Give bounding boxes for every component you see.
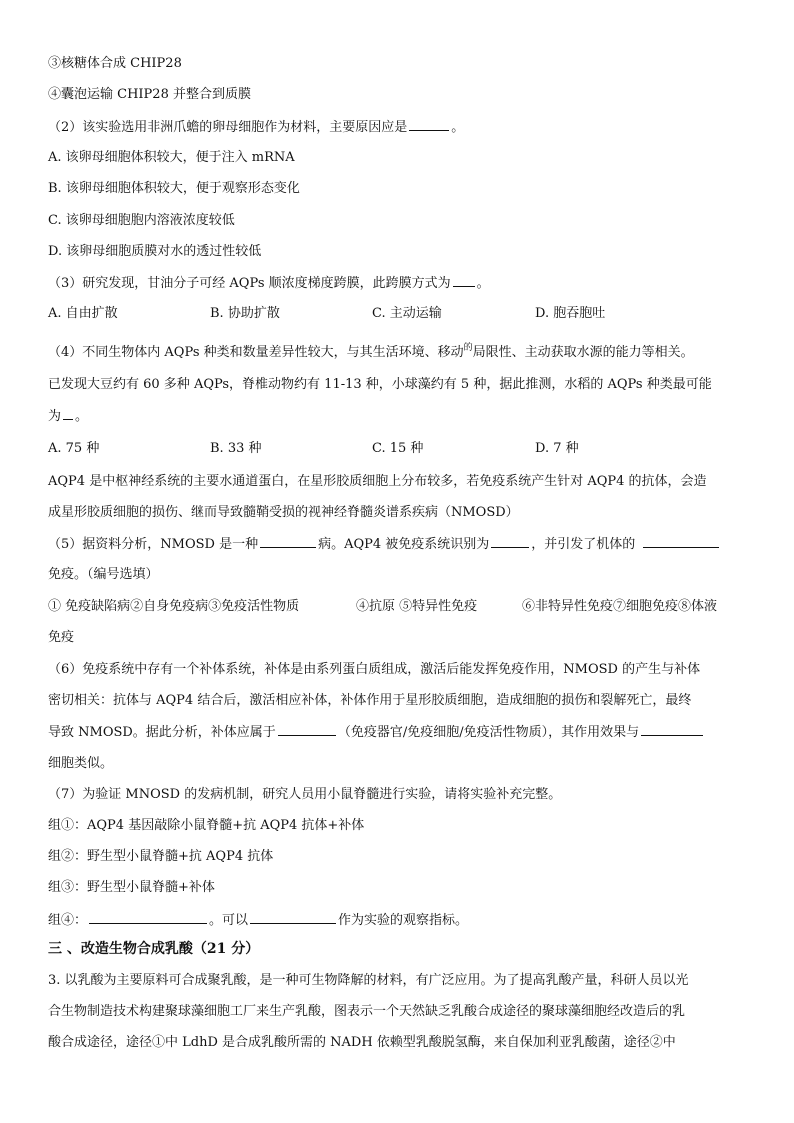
text-line: 密切相关：抗体与 AQP4 结合后，激活相应补体，补体作用于星形胶质细胞，造成细胞的损伤和裂解死亡，最终	[48, 693, 692, 708]
text: 。	[476, 276, 490, 291]
text-line: 免疫。（编号选填）	[48, 567, 159, 582]
text-line: 免疫	[48, 630, 75, 645]
question-6-stem	[48, 723, 705, 742]
answer-blank[interactable]	[643, 535, 719, 548]
option-c: C. 主动运输	[372, 306, 442, 321]
text-line: ④囊泡运输 CHIP28 并整合到质膜	[48, 87, 251, 102]
group-line: 组①：AQP4 基因敲除小鼠脊髓+抗 AQP4 抗体+补体	[48, 818, 365, 833]
text: 组④：	[48, 913, 88, 928]
question-3-stem	[48, 274, 490, 293]
answer-blank[interactable]	[491, 535, 529, 548]
option-d: D. 7 种	[535, 441, 579, 456]
answer-blank[interactable]	[250, 911, 336, 924]
answer-blank[interactable]	[278, 723, 336, 736]
answer-blank[interactable]	[89, 911, 207, 924]
option-a: A. 自由扩散	[48, 306, 118, 321]
text: 导致 NMOSD。据此分析，补体应属于	[48, 725, 276, 740]
choice-list: ⑥非特异性免疫⑦细胞免疫⑧体液	[522, 599, 718, 614]
text: ，并引发了机体的	[531, 537, 636, 552]
option-a: A. 75 种	[48, 441, 100, 456]
text: 。	[451, 120, 465, 135]
text-line: 酸合成途径，途径①中 LdhD 是合成乳酸所需的 NADH 依赖型乳酸脱氢酶，来自保加利亚乳酸菌，途径②中	[48, 1035, 676, 1050]
text-line: ③核糖体合成 CHIP28	[48, 56, 182, 71]
option-d: D. 胞吞胞吐	[535, 306, 606, 321]
answer-blank[interactable]	[63, 407, 73, 420]
text: （2）该实验选用非洲爪蟾的卵母细胞作为材料，主要原因应是	[48, 120, 408, 135]
answer-blank[interactable]	[409, 118, 449, 131]
text-line: （7）为验证 MNOSD 的发病机制，研究人员用小鼠脊髓进行实验，请将实验补充完整。	[48, 787, 562, 802]
text: 作为实验的观察指标。	[338, 913, 469, 928]
question-4-stem	[48, 344, 694, 363]
choice-list: ④抗原 ⑤特异性免疫	[356, 599, 478, 614]
text: （3）研究发现，甘油分子可经 AQPs 顺浓度梯度跨膜，此跨膜方式为	[48, 276, 451, 291]
option-a: A. 该卵母细胞体积较大，便于注入 mRNA	[48, 150, 295, 165]
answer-blank[interactable]	[641, 723, 703, 736]
option-c: C. 该卵母细胞胞内溶液浓度较低	[48, 213, 235, 228]
text: 。可以	[209, 913, 249, 928]
text-line	[48, 407, 88, 426]
group-line: 组②：野生型小鼠脊髓+抗 AQP4 抗体	[48, 849, 274, 864]
text-line: 细胞类似。	[48, 756, 114, 771]
answer-blank[interactable]	[260, 535, 316, 548]
text: 为	[48, 409, 62, 424]
text: （5）据资料分析，NMOSD 是一种	[48, 537, 259, 552]
option-b: B. 协助扩散	[210, 306, 280, 321]
text: 。	[75, 409, 89, 424]
text-line: 已发现大豆约有 60 多种 AQPs，脊椎动物约有 11-13 种，小球藻约有 5 种，据此推测，水稻的 AQPs 种类最可能	[48, 377, 712, 392]
text-line: 成星形胶质细胞的损伤、继而导致髓鞘受损的视神经脊髓炎谱系疾病（NMOSD）	[48, 505, 519, 520]
option-c: C. 15 种	[372, 441, 424, 456]
question-5-stem	[48, 535, 721, 554]
option-d: D. 该卵母细胞质膜对水的透过性较低	[48, 244, 262, 259]
choice-list: ① 免疫缺陷病②自身免疫病③免疫活性物质	[48, 599, 300, 614]
text-line: 3. 以乳酸为主要原料可合成聚乳酸，是一种可生物降解的材料，有广泛应用。为了提高乳酸产量，科研人员以光	[48, 973, 689, 988]
answer-blank[interactable]	[453, 274, 475, 287]
text: 局限性、主动获取水源的能力等相关。	[472, 345, 694, 360]
text-line: AQP4 是中枢神经系统的主要水通道蛋白，在星形胶质细胞上分布较多，若免疫系统产生针对 AQP4 的抗体，会造	[48, 474, 707, 489]
option-b: B. 33 种	[210, 441, 262, 456]
option-b: B. 该卵母细胞体积较大，便于观察形态变化	[48, 181, 300, 196]
group-line	[48, 911, 468, 930]
question-2-stem	[48, 118, 464, 137]
group-line: 组③：野生型小鼠脊髓+补体	[48, 880, 215, 895]
text-line: 合生物制造技术构建聚球藻细胞工厂来生产乳酸，图表示一个天然缺乏乳酸合成途径的聚球藻细胞经改造后的乳	[48, 1004, 686, 1019]
text: 病。AQP4 被免疫系统识别为	[318, 537, 490, 552]
text: （4）不同生物体内 AQPs 种类和数量差异性较大，与其生活环境、移动	[48, 345, 464, 360]
text: （免疫器官/免疫细胞/免疫活性物质），其作用效果与	[337, 725, 640, 740]
text-line: （6）免疫系统中存有一个补体系统，补体是由系列蛋白质组成，激活后能发挥免疫作用，NMOSD 的产生与补体	[48, 662, 701, 677]
section-heading: 三 、改造生物合成乳酸（21 分）	[48, 941, 260, 957]
superscript-char: 的	[463, 343, 473, 353]
